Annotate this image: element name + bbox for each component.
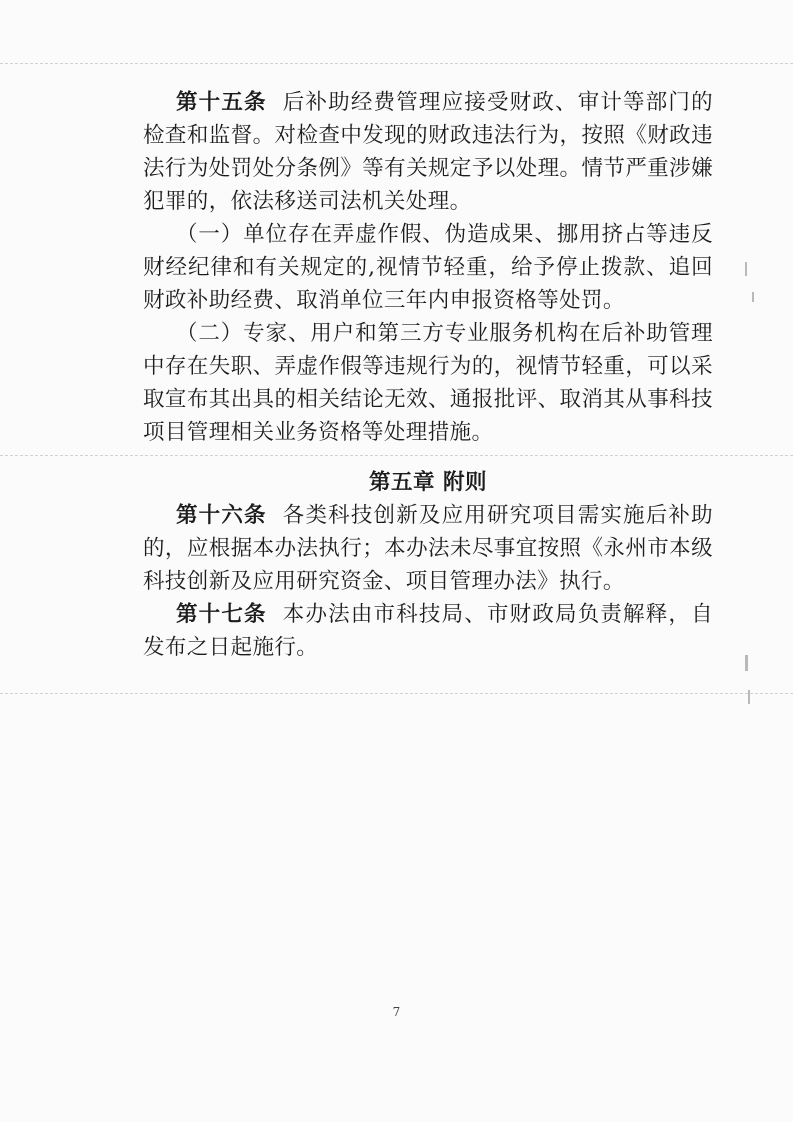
scan-speck <box>748 690 750 704</box>
item-1-paragraph <box>143 218 713 317</box>
item-2-text: （二）专家、用户和第三方专业服务机构在后补助管理中存在失职、弄虚作假等违规行为的，视情节轻重，可以采取宣布其出具的相关结论无效、通报批评、取消其从事科技项目管理相关业务资格等处理措施。 <box>143 321 713 445</box>
item-1-text: （一）单位存在弄虚作假、伪造成果、挪用挤占等违反财经纪律和有关规定的,视情节轻重，给予停止拨款、追回财政补助经费、取消单位三年内申报资格等处罚。 <box>143 222 713 313</box>
article-16-paragraph <box>143 499 713 598</box>
article-17-paragraph <box>143 598 713 664</box>
article-17-label: 第十七条 <box>176 602 267 627</box>
page-number: 7 <box>392 1005 401 1019</box>
article-15-paragraph <box>143 86 713 218</box>
article-16-text: 各类科技创新及应用研究项目需实施后补助的，应根据本办法执行；本办法未尽事宜按照《永州市本级科技创新及应用研究资金、项目管理办法》执行。 <box>143 503 714 594</box>
item-2-paragraph <box>143 317 713 449</box>
scan-artifact-line <box>0 63 793 64</box>
chapter-5-heading: 第五章 附则 <box>369 470 487 495</box>
article-17-text: 本办法由市科技局、市财政局负责解释，自发布之日起施行。 <box>143 602 714 660</box>
scan-speck <box>752 292 754 302</box>
scan-speck <box>745 655 748 671</box>
article-16-label: 第十六条 <box>176 503 267 528</box>
article-15-label: 第十五条 <box>176 90 267 115</box>
scan-speck <box>745 262 747 276</box>
article-15-text: 后补助经费管理应接受财政、审计等部门的检查和监督。对检查中发现的财政违法行为，按照《财政违法行为处罚处分条例》等有关规定予以处理。情节严重涉嫌犯罪的，依法移送司法机关处理。 <box>143 90 714 214</box>
scan-artifact-line <box>0 693 793 694</box>
scan-artifact-line <box>0 455 793 456</box>
